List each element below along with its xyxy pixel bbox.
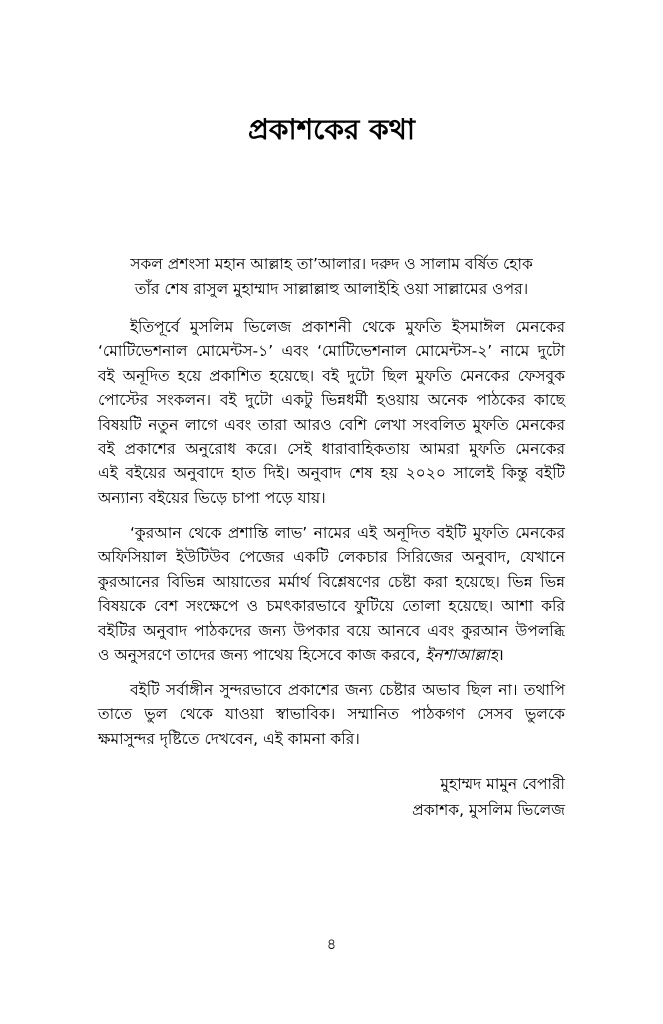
paragraph-line: পোস্টের সংকলন। বই দুটো একটু ভিন্নধর্মী হওয়ায় অনেক পাঠকের কাছে — [98, 391, 565, 410]
opening-praise-line: তাঁর শেষ রাসুল মুহাম্মাদ সাল্লাল্লাহু আলাইহি ওয়া সাল্লামের ওপর। — [134, 280, 529, 298]
paragraph-line: বই অনূদিত হয়ে প্রকাশিত হয়েছে। বই দুটো ছিল মুফতি মেনকের ফেসবুক — [98, 366, 565, 385]
opening-praise — [98, 252, 565, 302]
paragraph-line: বইটির অনুবাদ পাঠকদের জন্য উপকার বয়ে আনবে এবং কুরআন উপলব্ধি — [98, 621, 565, 640]
paragraph-line: বই প্রকাশের অনুরোধ করে। সেই ধারাবাহিকতায় আমরা মুফতি মেনকের — [98, 440, 565, 459]
paragraph-line: অন্যান্য বইয়ের ভিড়ে চাপা পড়ে যায়। — [98, 488, 326, 507]
opening-praise-line: সকল প্রশংসা মহান আল্লাহ তা’আলার। দরুদ ও সালাম বর্ষিত হোক — [130, 255, 533, 273]
paragraph-3 — [98, 678, 565, 751]
page-number: ৪ — [326, 935, 337, 953]
sentence-end: । — [497, 646, 504, 665]
paragraph-text: ও অনুসরণে তাদের জন্য পাথেয় হিসেবে কাজ করবে, — [98, 646, 426, 665]
paragraph-line — [98, 643, 565, 667]
publisher-signature — [98, 771, 565, 823]
paragraph-line: কুরআনের বিভিন্ন আয়াতের মর্মার্থ বিশ্লেষণের চেষ্টা করা হয়েছে। ভিন্ন ভিন্ন — [98, 572, 565, 591]
publisher-name: মুহাম্মদ মামুন বেপারী — [440, 775, 565, 793]
publisher-role: প্রকাশক, মুসলিম ভিলেজ — [412, 801, 565, 819]
paragraph-line: ‘কুরআন থেকে প্রশান্তি লাভ’ নামের এই অনূদিত বইটি মুফতি মেনকের — [130, 524, 565, 542]
paragraph-line: ক্ষমাসুন্দর দৃষ্টিতে দেখবেন, এই কামনা করি। — [98, 729, 360, 748]
paragraph-line: এই বইয়ের অনুবাদে হাত দিই। অনুবাদ শেষ হয় ২০২০ সালেই কিন্তু বইটি — [98, 464, 565, 483]
paragraph-line: বিষয়টি নতুন লাগে এবং তারা আরও বেশি লেখা সংবলিত মুফতি মেনকের — [98, 415, 565, 434]
paragraph-line: বইটি সর্বাঙ্গীন সুন্দরভাবে প্রকাশের জন্য চেষ্টার অভাব ছিল না। তথাপি — [130, 681, 565, 699]
paragraph-line: ‘মোটিভেশনাল মোমেন্টস-১’ এবং ‘মোটিভেশনাল মোমেন্টস-২’ নামে দুটো — [98, 342, 565, 361]
paragraph-1 — [98, 315, 565, 510]
paragraph-2 — [98, 521, 565, 667]
paragraph-line: ইতিপূর্বে মুসলিম ভিলেজ প্রকাশনী থেকে মুফতি ইসমাঈল মেনকের — [130, 318, 565, 336]
page-title: প্রকাশকের কথা — [247, 113, 415, 146]
italic-inshallah: ইনশাআল্লাহ — [425, 646, 498, 665]
paragraph-line: বিষয়কে বেশ সংক্ষেপে ও চমৎকারভাবে ফুটিয়ে তোলা হয়েছে। আশা করি — [98, 597, 565, 616]
paragraph-line: তাতে ভুল থেকে যাওয়া স্বাভাবিক। সম্মানিত পাঠকগণ সেসব ভুলকে — [98, 705, 565, 724]
paragraph-line: অফিসিয়াল ইউটিউব পেজের একটি লেকচার সিরিজের অনুবাদ, যেখানে — [98, 548, 565, 567]
